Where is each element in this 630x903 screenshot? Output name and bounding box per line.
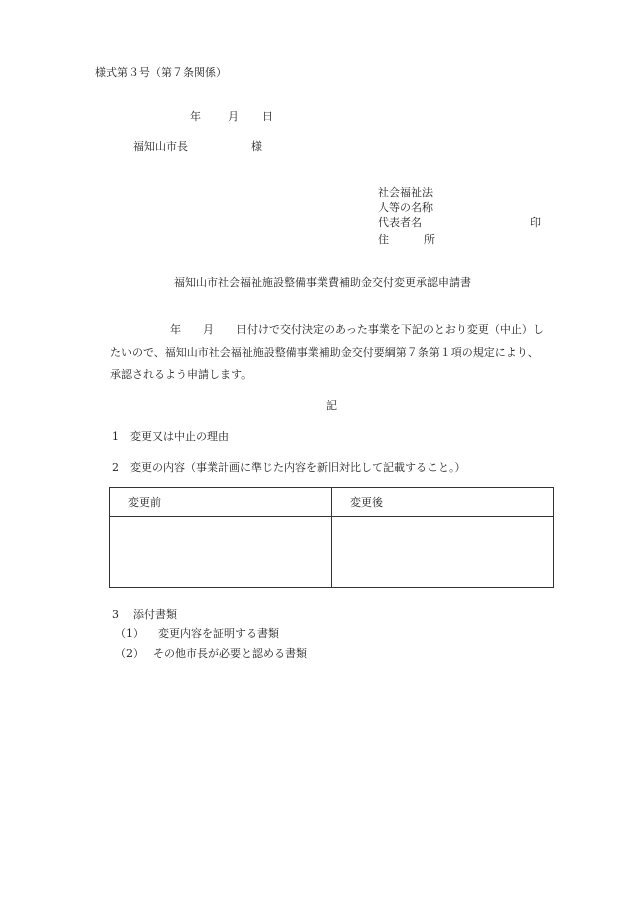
- applicant-representative-label: 代表者名: [378, 216, 422, 229]
- date-line: [190, 110, 280, 123]
- attachment-2-text: その他市長が必要と認める書類: [153, 647, 307, 660]
- body-line1: 日付けで交付決定のあった事業を下記のとおり変更（中止）し: [236, 323, 544, 336]
- item-2-number: 2: [112, 461, 119, 474]
- header-after: 変更後: [332, 488, 554, 517]
- applicant-org-line1: 社会福祉法: [378, 186, 433, 199]
- recipient-name: 福知山市長: [133, 140, 188, 153]
- seal-mark: 印: [530, 216, 541, 229]
- header-before: 変更前: [110, 488, 332, 517]
- table-header-row: [110, 488, 554, 517]
- cell-before[interactable]: [110, 517, 332, 588]
- item-3-number: 3: [112, 608, 119, 621]
- table-row: [110, 517, 554, 588]
- date-year-label: 年: [190, 110, 201, 123]
- item-1-number: 1: [112, 430, 119, 443]
- date-month-label: 月: [228, 110, 239, 123]
- attachment-1-text: 変更内容を証明する書類: [158, 627, 279, 640]
- body-month-label: 月: [203, 323, 214, 336]
- applicant-address-label: 住 所: [378, 233, 435, 246]
- attachments-label: 添付書類: [133, 608, 177, 621]
- item-2-text: 変更の内容（事業計画に準じた内容を新旧対比して記載すること。）: [130, 461, 466, 474]
- attachment-1-number: （1）: [115, 627, 144, 640]
- cell-after[interactable]: [332, 517, 554, 588]
- attachment-2-number: （2）: [115, 647, 144, 660]
- body-year-label: 年: [170, 323, 181, 336]
- applicant-org-line2: 人等の名称: [378, 201, 433, 214]
- comparison-table: [109, 487, 554, 588]
- item-1-text: 変更又は中止の理由: [130, 430, 229, 443]
- body-line2: たいので、福知山市社会福祉施設整備事業補助金交付要綱第７条第１項の規定により、: [110, 346, 539, 359]
- document-title: 福知山市社会福祉施設整備事業費補助金交付変更承認申請書: [174, 276, 471, 289]
- form-number: 様式第３号（第７条関係）: [95, 66, 227, 79]
- date-day-label: 日: [262, 110, 273, 123]
- ki-heading: 記: [326, 399, 337, 412]
- body-line3: 承認されるよう申請します。: [110, 368, 253, 381]
- recipient-honorific: 様: [251, 140, 262, 153]
